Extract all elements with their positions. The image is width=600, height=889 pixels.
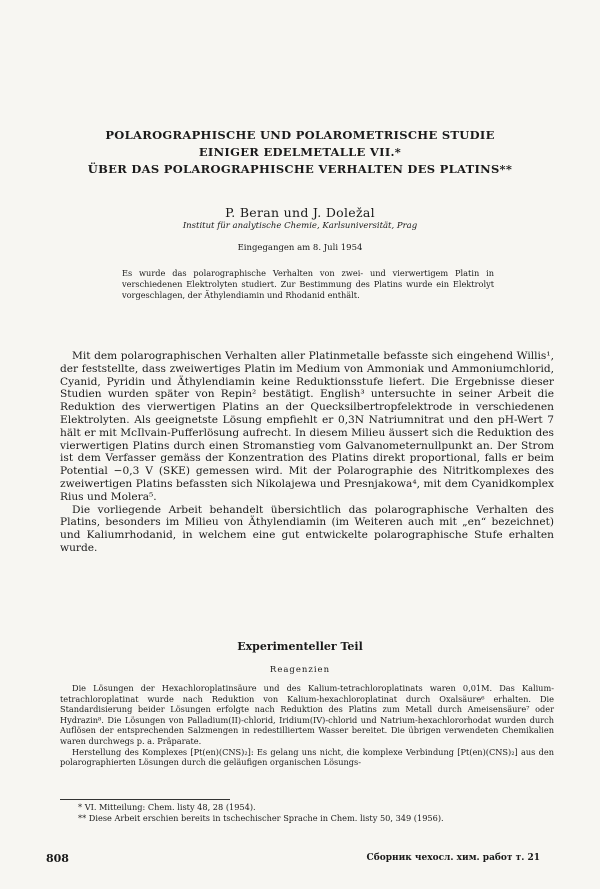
footnotes (60, 802, 554, 824)
subsection-heading: Reagenzien (269, 665, 331, 675)
reagents-text (60, 683, 554, 768)
received-date: Eingegangen am 8. Juli 1954 (237, 243, 363, 253)
title-line-3: ÜBER DAS POLAROGRAPHISCHE VERHALTEN DES PLATINS** (87, 162, 513, 176)
body-paragraph-1: Mit dem polarographischen Verhalten aller Platinmetalle befasste sich eingehend Willis¹, der feststellte, dass zweiwertiges Platin im Medium von Ammoniak und Ammoniumchlorid, Cyanid, Pyridin und Äthylendiamin keine Reduktionsstufe liefert. Die Ergebnisse dieser Studien wurden später von Repin² bestätigt. English³ untersuchte in seiner Arbeit die Reduktion des vierwertigen Platins an der Quecksilbertropfelektrode in verschiedenen Elektrolyten. Als geeignetste Lösung empfiehlt er 0,3N Natriumnitrat und den pH-Wert 7 hält er mit McIlvain-Pufferlösung aufrecht. In diesem Milieu äussert sich die Reduktion des vierwertigen Platins durch einen Stromanstieg vom Galvanometernullpunkt an. Der Strom ist dem Verfasser gemäss der Konzentration des Platins direkt proportional, falls er beim Potential −0,3 V (SKE) gemessen wird. Mit der Polarographie des Nitritkomplexes des zweiwertigen Platins befassten sich Nikolajewa und Presnjakowa⁴, mit dem Cyanidkomplex Rius und Molera⁵. (60, 350, 554, 503)
body-paragraph-2: Die vorliegende Arbeit behandelt übersichtlich das polarographische Verhalten des Platins, besonders im Milieu von Äthylendiamin (im Weiteren auch mit „en“ bezeichnet) und Kaliumrhodanid, in welchem eine gut entwickelte polarographische Stufe erhalten wurde. (60, 503, 554, 554)
running-footer: Сборник чехосл. хим. работ т. 21 (366, 853, 540, 863)
footnote-1: * VI. Mitteilung: Chem. listy 48, 28 (1954). (78, 802, 256, 812)
reagents-paragraph-2: Herstellung des Komplexes [Pt(en)(CNS)₂]: Es gelang uns nicht, die komplexe Verbindung [Pt(en)(CNS)₂] aus den polarographierten Lösungen durch die geläufigen organischen Lösungs- (60, 746, 554, 768)
affiliation: Institut für analytische Chemie, Karlsuniversität, Prag (182, 221, 418, 231)
title-line-1: POLAROGRAPHISCHE UND POLAROMETRISCHE STUDIE (105, 128, 495, 142)
footnote-divider (60, 799, 230, 800)
footnote-2: ** Diese Arbeit erschien bereits in tschechischer Sprache in Chem. listy 50, 349 (1956). (78, 813, 444, 823)
abstract: Es wurde das polarographische Verhalten von zwei- und vierwertigem Platin in verschiedenen Elektrolyten studiert. Zur Bestimmung des Platins wurde ein Elektrolyt vorgeschlagen, der Äthylendiamin und Rhodanid enthält. (122, 268, 494, 300)
main-body (60, 350, 554, 555)
section-heading: Experimenteller Teil (237, 640, 363, 653)
authors: P. Beran und J. Doležal (225, 205, 375, 220)
page-number: 808 (46, 852, 69, 865)
title-line-2: EINIGER EDELMETALLE VII.* (198, 145, 402, 159)
reagents-paragraph-1: Die Lösungen der Hexachloroplatinsäure und des Kalium-tetrachloroplatinats waren 0,01M. Das Kalium-tetrachloroplatinat wurde nach Reduktion von Kalium-hexachloroplatinat durch Oxalsäure⁶ erhalten. Die Standardisierung beider Lösungen erfolgte nach Reduktion des Platins zum Metall durch Ameisensäure⁷ oder Hydrazin⁸. Die Lösungen von Palladium(II)-chlorid, Iridium(IV)-chlorid und Natrium-hexachlororhodat wurden durch Auflösen der entsprechenden Salzmengen in redestilliertem Wasser bereitet. Die übrigen verwendeten Chemikalien waren durchwegs p. a. Präparate. (60, 683, 554, 746)
